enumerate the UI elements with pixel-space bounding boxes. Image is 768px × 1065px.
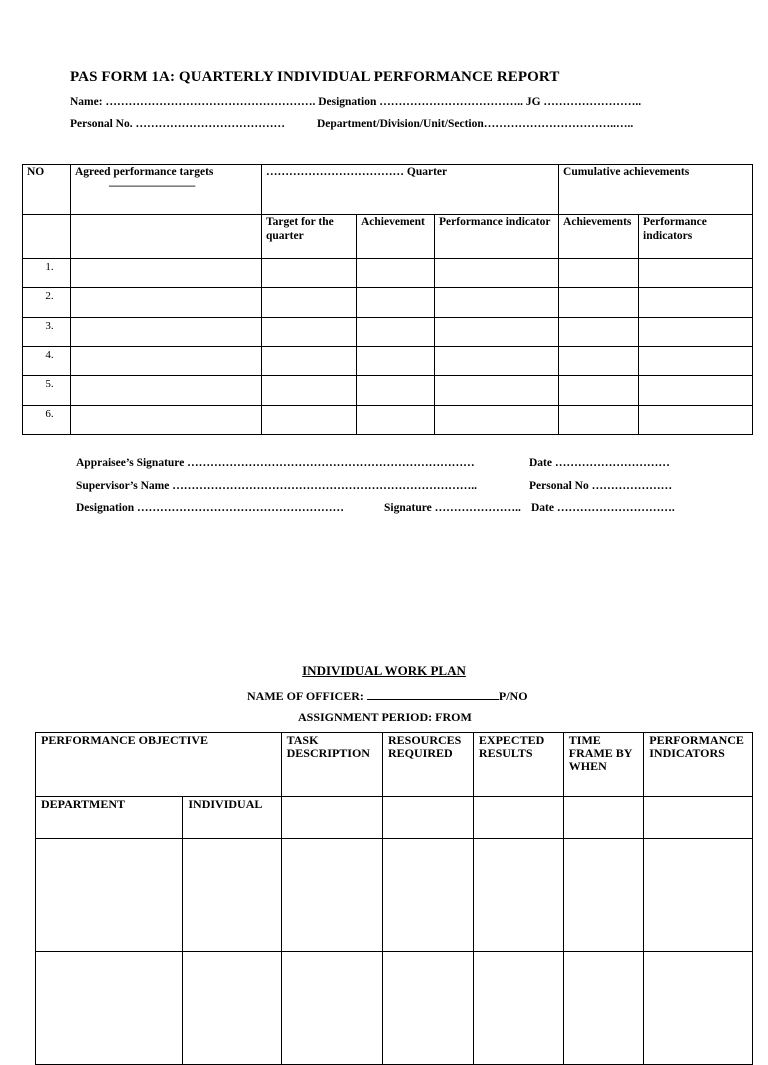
input-cell[interactable]	[262, 406, 357, 435]
input-cell[interactable]	[262, 288, 357, 318]
input-cell[interactable]	[563, 839, 643, 952]
quarter-header: ……………………………… Quarter	[262, 165, 559, 215]
sub-target-header: Target for the quarter	[262, 215, 357, 259]
input-cell[interactable]	[563, 952, 643, 1065]
task-header: TASK DESCRIPTION	[281, 733, 382, 797]
supervisor-name-line[interactable]: Supervisor’s Name ……………………………………………………………………..	[76, 480, 477, 492]
appraisee-signature-line[interactable]: Appraisee’s Signature …………………………………………………………………	[76, 457, 475, 469]
input-cell[interactable]	[36, 952, 183, 1065]
officer-name-blank[interactable]	[367, 688, 499, 700]
personal-no-line: Personal No. …………………………………	[70, 118, 285, 130]
input-cell[interactable]	[281, 952, 382, 1065]
table-row	[23, 259, 753, 288]
input-cell[interactable]	[559, 259, 639, 288]
input-cell[interactable]	[357, 259, 435, 288]
cell	[23, 215, 71, 259]
table-row	[23, 406, 753, 435]
designation-line[interactable]: Designation ………………………………………………	[76, 502, 345, 514]
date-line-2[interactable]: Date ………………………….	[531, 502, 675, 514]
input-cell[interactable]	[639, 376, 753, 406]
input-cell[interactable]	[639, 288, 753, 318]
cell	[644, 797, 753, 839]
officer-label: NAME OF OFFICER:	[247, 689, 367, 703]
input-cell[interactable]	[435, 288, 559, 318]
form-title: PAS FORM 1A: QUARTERLY INDIVIDUAL PERFORMANCE REPORT	[70, 69, 560, 85]
row-number: 3.	[45, 320, 54, 332]
input-cell[interactable]	[357, 347, 435, 376]
sub-indicators-header: Performance indicators	[639, 215, 753, 259]
personal-no-signature-line[interactable]: Personal No …………………	[529, 480, 673, 492]
signature-line[interactable]: Signature …………………..	[384, 502, 521, 514]
assignment-period: ASSIGNMENT PERIOD: FROM	[298, 710, 472, 724]
table-row	[23, 318, 753, 347]
input-cell[interactable]	[183, 839, 281, 952]
row-number: 5.	[45, 378, 54, 390]
input-cell[interactable]	[357, 288, 435, 318]
row-number: 4.	[45, 349, 54, 361]
table-row	[36, 952, 753, 1065]
input-cell[interactable]	[71, 376, 262, 406]
targets-header: Agreed performance targets	[71, 165, 262, 215]
input-cell[interactable]	[357, 406, 435, 435]
input-cell[interactable]	[435, 347, 559, 376]
input-cell[interactable]	[559, 406, 639, 435]
date-line[interactable]: Date …………………………	[529, 457, 670, 469]
cell	[563, 797, 643, 839]
sub-indicator-header: Performance indicator	[435, 215, 559, 259]
input-cell[interactable]	[644, 839, 753, 952]
input-cell[interactable]	[281, 839, 382, 952]
input-cell[interactable]	[639, 406, 753, 435]
individual-header: INDIVIDUAL	[183, 797, 281, 839]
no-header: NO	[23, 165, 71, 215]
department-header: DEPARTMENT	[36, 797, 183, 839]
table-row	[23, 376, 753, 406]
input-cell[interactable]	[473, 952, 563, 1065]
input-cell[interactable]	[639, 347, 753, 376]
input-cell[interactable]	[559, 318, 639, 347]
input-cell[interactable]	[473, 839, 563, 952]
input-cell[interactable]	[36, 839, 183, 952]
resources-header: RESOURCES REQUIRED	[382, 733, 473, 797]
work-plan-table	[35, 732, 753, 1032]
work-plan-title: INDIVIDUAL WORK PLAN	[302, 663, 466, 678]
input-cell[interactable]	[357, 376, 435, 406]
cell	[71, 215, 262, 259]
input-cell[interactable]	[183, 952, 281, 1065]
input-cell[interactable]	[435, 376, 559, 406]
input-cell[interactable]	[71, 406, 262, 435]
input-cell[interactable]	[559, 347, 639, 376]
cell	[382, 797, 473, 839]
time-header: TIME FRAME BY WHEN	[563, 733, 643, 797]
input-cell[interactable]	[559, 288, 639, 318]
targets-blank: _______________	[109, 176, 196, 188]
input-cell[interactable]	[639, 318, 753, 347]
input-cell[interactable]	[71, 347, 262, 376]
department-line: Department/Division/Unit/Section……………………………..…..	[317, 118, 634, 130]
indicators-header: PERFORMANCE INDICATORS	[644, 733, 753, 797]
sub-achievement-header: Achievement	[357, 215, 435, 259]
input-cell[interactable]	[262, 259, 357, 288]
input-cell[interactable]	[639, 259, 753, 288]
row-number: 6.	[45, 408, 54, 420]
pno-label: P/NO	[498, 689, 528, 703]
input-cell[interactable]	[435, 318, 559, 347]
table-row	[23, 347, 753, 376]
input-cell[interactable]	[262, 376, 357, 406]
input-cell[interactable]	[357, 318, 435, 347]
row-number: 2.	[45, 290, 54, 302]
table-row	[23, 288, 753, 318]
input-cell[interactable]	[435, 406, 559, 435]
row-number: 1.	[45, 261, 54, 273]
input-cell[interactable]	[71, 288, 262, 318]
performance-report-table	[22, 164, 752, 435]
cell	[473, 797, 563, 839]
expected-header: EXPECTED RESULTS	[473, 733, 563, 797]
objective-header: PERFORMANCE OBJECTIVE	[36, 733, 282, 797]
cumulative-header: Cumulative achievements	[559, 165, 753, 215]
input-cell[interactable]	[71, 318, 262, 347]
input-cell[interactable]	[262, 318, 357, 347]
name-designation-jg-line: Name: ………………………………………………. Designation ……………………………….. JG ……………………..	[70, 96, 642, 108]
input-cell[interactable]	[382, 839, 473, 952]
input-cell[interactable]	[262, 347, 357, 376]
input-cell[interactable]	[71, 259, 262, 288]
input-cell[interactable]	[382, 952, 473, 1065]
officer-name-line	[247, 688, 528, 704]
input-cell[interactable]	[435, 259, 559, 288]
input-cell[interactable]	[644, 952, 753, 1065]
table-row	[36, 839, 753, 952]
cell	[281, 797, 382, 839]
sub-achievements-header: Achievements	[559, 215, 639, 259]
input-cell[interactable]	[559, 376, 639, 406]
